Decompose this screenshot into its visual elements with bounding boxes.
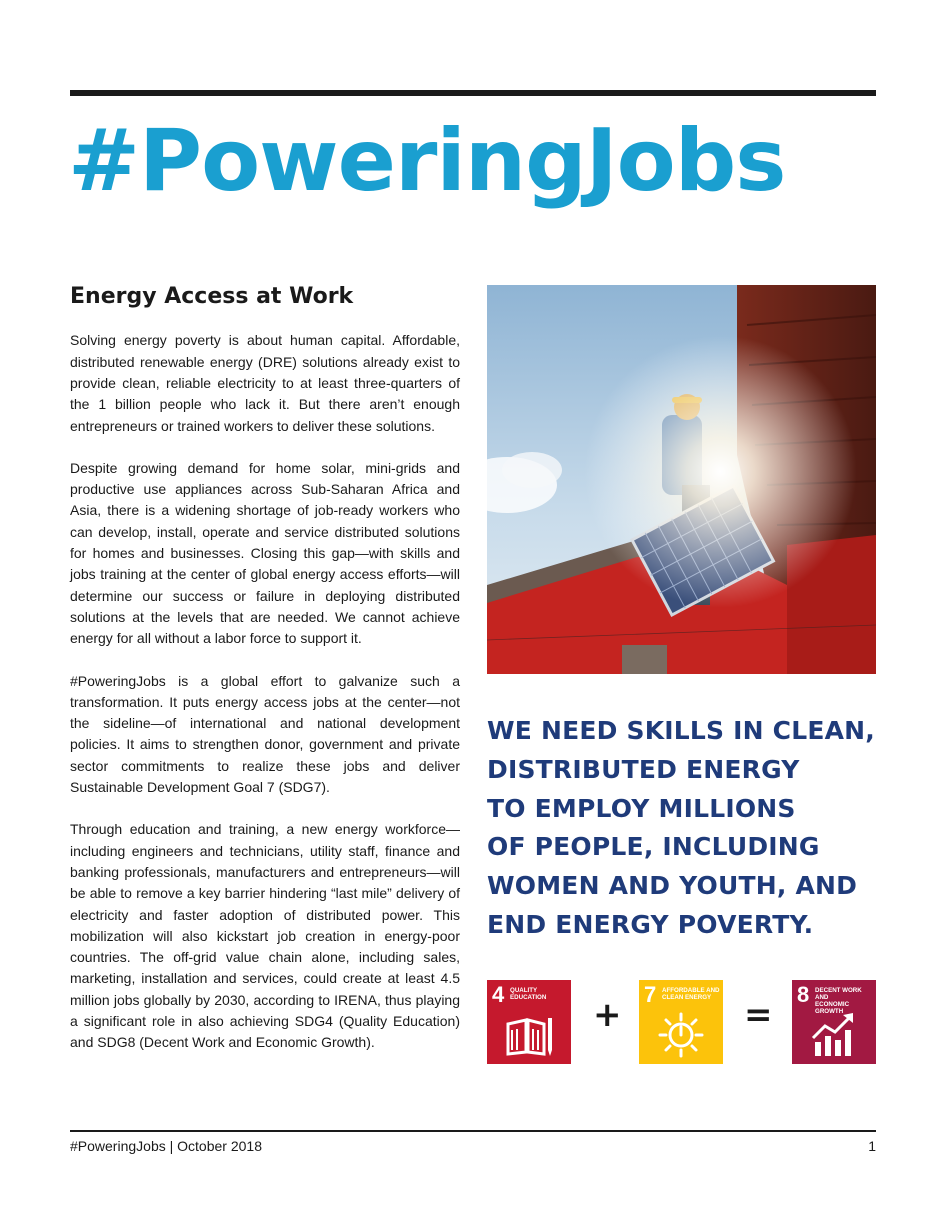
callout-line: DISTRIBUTED ENERGY	[487, 754, 800, 784]
equals-sign: =	[744, 995, 773, 1035]
article-column	[70, 284, 460, 1075]
paragraph-2: Despite growing demand for home solar, mini-grids and productive use appliances across Sub-Saharan Africa and Asia, there is a widening shortage of job-ready workers who can develop, install, operate and service distributed solutions for homes and businesses. Closing this gap—with skills and jobs training at the center of global energy access efforts—will determine our success or failure in deploying distributed solutions at the levels that are needed. We cannot achieve energy for all without a labor force to support it.	[70, 459, 460, 647]
sdg8-tile	[792, 980, 876, 1064]
sdg4-label: QUALITY EDUCATION	[510, 987, 547, 1002]
plus-sign: +	[593, 995, 622, 1035]
paragraph-3: #PoweringJobs is a global effort to galvanize such a transformation. It puts energy access jobs at the center—not the sideline—of international and national development policies. It aims to strengthen donor, government and private sector commitments to realize these jobs and deliver Sustainable Development Goal 7 (SDG7).	[70, 672, 460, 796]
callout	[487, 712, 887, 945]
sdg8-number: 8	[797, 982, 810, 1007]
paragraph-1: Solving energy poverty is about human capital. Affordable, distributed renewable energy (DRE) solutions already exist to provide clean, reliable electricity to at least three-quarters of the 1 billion people who lack it. But there aren’t enough entrepreneurs or trained workers to deliver these solutions.	[70, 332, 460, 434]
section-heading: Energy Access at Work	[70, 284, 354, 309]
sdg-equation	[487, 980, 877, 1064]
bottom-rule	[70, 1130, 876, 1132]
paragraph-4: Through education and training, a new energy workforce—including engineers and technicians, utility staff, finance and banking professionals, manufacturers and entrepreneurs—will be able to remove a key barrier hindering “last mile” delivery of electricity and faster adoption of distributed power. This mobilization will also kickstart job creation in energy-poor countries. The off-grid value chain alone, including sales, marketing, installation and services, could create at least 4.5 million jobs globally by 2030, according to IRENA, thus playing a significant role in also achieving SDG4 (Quality Education) and SDG8 (Decent Work and Economic Growth).	[70, 821, 460, 1051]
book-pencil-icon	[504, 1010, 554, 1060]
sdg7-number: 7	[644, 982, 657, 1007]
sdg4-tile	[487, 980, 571, 1064]
sun-power-icon	[656, 1010, 706, 1060]
sdg7-tile	[639, 980, 723, 1064]
page-number: 1	[868, 1138, 876, 1154]
footer-label: #PoweringJobs | October 2018	[70, 1138, 262, 1154]
callout-line: END ENERGY POVERTY.	[487, 909, 814, 939]
callout-line: OF PEOPLE, INCLUDING	[487, 832, 820, 862]
growth-chart-icon	[809, 1010, 859, 1060]
callout-line: TO EMPLOY MILLIONS	[487, 793, 796, 823]
sdg4-number: 4	[492, 982, 505, 1007]
sdg8-label: DECENT WORK AND ECONOMIC GROWTH	[815, 987, 862, 1016]
sdg7-label: AFFORDABLE AND CLEAN ENERGY	[662, 987, 720, 1002]
callout-line: WE NEED SKILLS IN CLEAN,	[487, 716, 875, 745]
callout-line: WOMEN AND YOUTH, AND	[487, 871, 858, 901]
top-rule	[70, 90, 876, 96]
solar-worker-photo	[487, 285, 876, 674]
page-title: #PoweringJobs	[68, 111, 786, 211]
